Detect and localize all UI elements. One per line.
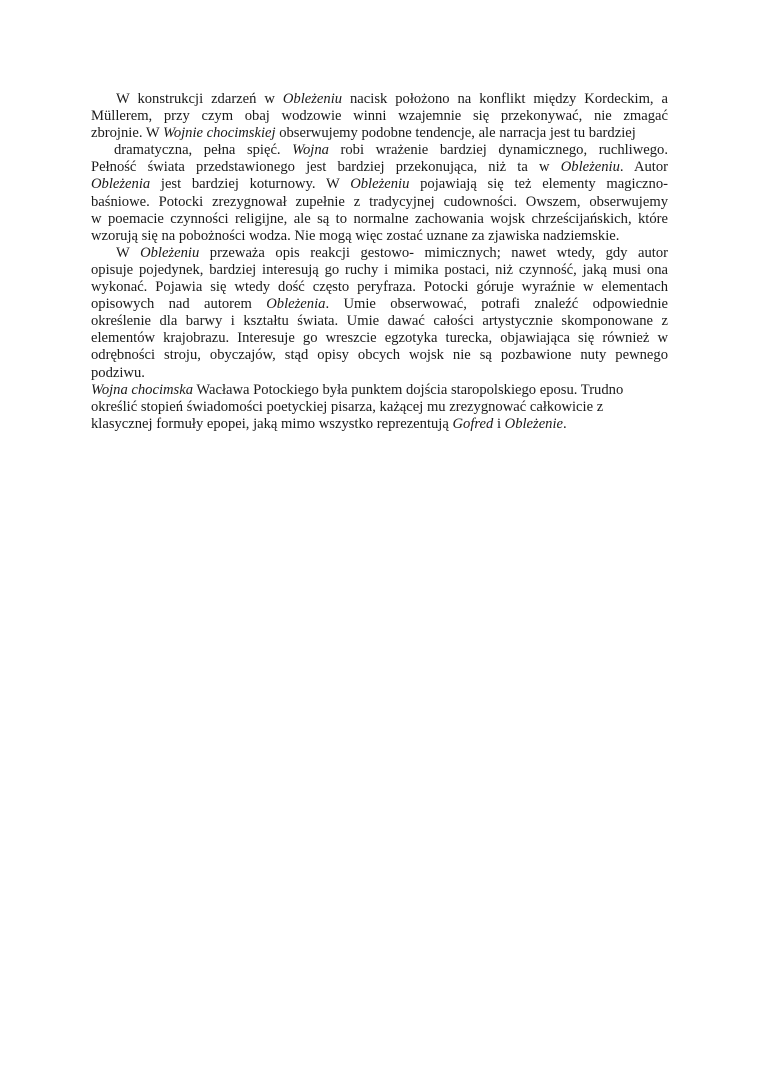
text-segment: . Autor (619, 159, 668, 176)
text-segment: określić stopień świadomości poetyckiej pisarza, każącej mu zrezygnować całkowicie z (91, 398, 604, 415)
text-line (91, 262, 668, 279)
italic-title: Wojnie chocimskiej (163, 125, 276, 142)
text-segment: robi wrażenie bardziej dynamicznego, ruchliwego. (328, 142, 669, 159)
text-line (91, 245, 668, 262)
italic-title: Gofred (452, 415, 494, 432)
text-segment: opisowych nad autorem (91, 296, 267, 313)
body-text (91, 91, 668, 433)
text-segment: i (493, 415, 505, 432)
text-segment: W konstrukcji zdarzeń w (116, 91, 283, 107)
text-line (91, 108, 668, 125)
text-line (91, 211, 668, 228)
text-segment: pojawiają się też elementy magiczno- (409, 176, 668, 193)
text-segment: opisuje pojedynek, bardziej interesują go ruchy i mimika postaci, niż czynność, jaką musi ona (91, 261, 668, 278)
text-segment: . Umie obserwować, potrafi znaleźć odpowiednie (325, 296, 668, 313)
text-line (91, 347, 668, 364)
text-segment: wykonać. Pojawia się wtedy dość często peryfraza. Potocki góruje wyraźnie w elementach (91, 279, 668, 296)
text-segment: . (563, 415, 567, 432)
text-line (91, 330, 668, 347)
text-line (91, 382, 668, 399)
italic-title: Obleżenie (504, 415, 564, 432)
italic-title: Wojna chocimska (91, 381, 194, 398)
text-line (91, 159, 668, 176)
text-line (91, 365, 668, 382)
text-line (91, 176, 668, 193)
text-segment: odrębności stroju, obyczajów, stąd opisy obcych wojsk nie są pozbawione nuty pewnego (91, 347, 668, 364)
text-segment: określenie dla barwy i kształtu świata. Umie dawać całości artystycznie skomponowane z (91, 313, 668, 330)
italic-title: Obleżeniu (350, 176, 410, 193)
text-segment: obserwujemy podobne tendencje, ale narracja jest tu bardziej (275, 125, 636, 142)
text-segment: wzorują się na pobożności wodza. Nie mogą więc zostać uznane za zjawiska nadziemskie. (91, 227, 620, 244)
text-segment: podziwu. (91, 364, 145, 381)
text-segment: dramatyczna, pełna spięć. (114, 142, 293, 159)
text-line (91, 91, 668, 108)
text-line (91, 279, 668, 296)
text-line (91, 194, 668, 211)
text-line (91, 125, 668, 142)
italic-title: Obleżeniu (560, 159, 620, 176)
italic-title: Obleżenia (266, 296, 326, 313)
text-segment: Müllerem, przy czym obaj wodzowie winni wzajemnie się przekonywać, nie zmagać (91, 108, 668, 125)
italic-title: Obleżeniu (140, 244, 200, 261)
text-segment: W (116, 244, 141, 261)
italic-title: Obleżenia (91, 176, 151, 193)
text-line (91, 142, 668, 159)
text-segment: jest bardziej koturnowy. W (150, 176, 351, 193)
italic-title: Obleżeniu (282, 91, 343, 107)
text-segment: Pełność świata przedstawionego jest bardziej przekonująca, niż ta w (91, 159, 561, 176)
text-line (91, 313, 668, 330)
text-segment: baśniowe. Potocki zrezygnował zupełnie z tradycyjnej cudowności. Owszem, obserwujemy (91, 193, 668, 210)
text-segment: Wacława Potockiego była punktem dojścia staropolskiego eposu. Trudno (193, 381, 624, 398)
italic-title: Wojna (292, 142, 329, 159)
text-line (91, 416, 668, 433)
text-line (91, 228, 668, 245)
text-segment: elementów krajobrazu. Interesuje go wreszcie egzotyka turecka, objawiająca się również w (91, 330, 668, 347)
text-segment: w poemacie czynności religijne, ale są to normalne zachowania wojsk chrześcijańskich, które (91, 210, 668, 227)
text-segment: nacisk położono na konflikt między Kordeckim, a (342, 91, 669, 107)
text-line (91, 296, 668, 313)
text-segment: klasycznej formuły epopei, jaką mimo wszystko reprezentują (91, 415, 453, 432)
text-line (91, 399, 668, 416)
text-segment: zbrojnie. W (91, 125, 164, 142)
text-segment: przeważa opis reakcji gestowo- mimicznych; nawet wtedy, gdy autor (199, 244, 668, 261)
